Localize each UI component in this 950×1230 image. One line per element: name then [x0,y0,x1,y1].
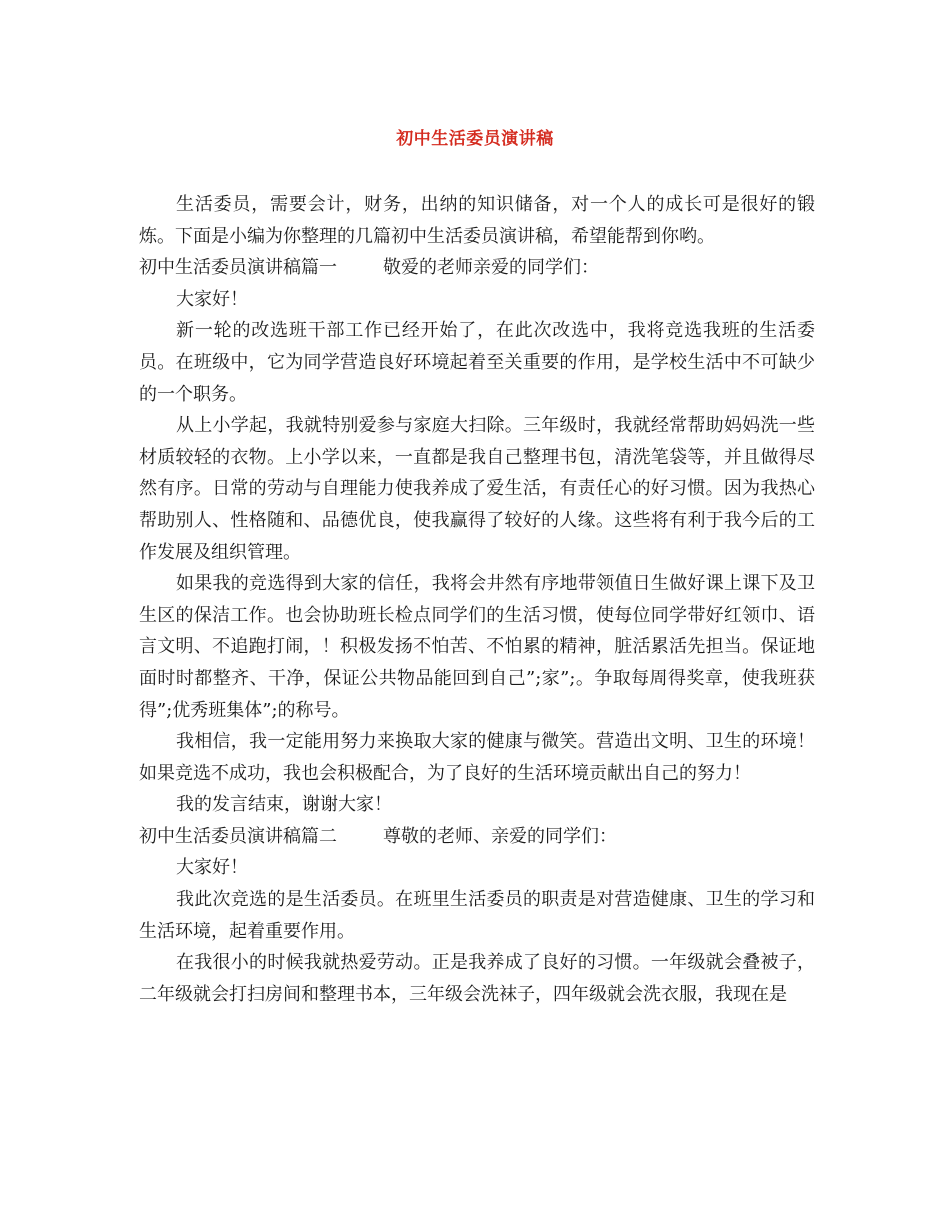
section-one-greeting: 大家好！ [176,288,248,310]
section-two-greeting: 大家好！ [176,857,248,879]
section-one-closing: 我的发言结束，谢谢大家！ [176,794,392,816]
section-one-paragraph-b: 从上小学起，我就特别爱参与家庭大扫除。三年级时，我就经常帮助妈妈洗一些材质较轻的衣物。上小学以来，一直都是我自己整理书包，清洗笔袋等，并且做得尽然有序。日常的劳动与自理能力使我养成了爱生活，有责任心的好习惯。因为我热心帮助别人、性格随和、品德优良，使我赢得了较好的人缘。这些将有利于我今后的工作发展及组织管理。 [139,415,815,563]
section-two-paragraph-a: 我此次竞选的是生活委员。在班里生活委员的职责是对营造健康、卫生的学习和生活环境，起着重要作用。 [139,889,815,942]
section-two-heading [139,821,815,853]
section-one-paragraph-a: 新一轮的改选班干部工作已经开始了，在此次改选中，我将竞选我班的生活委员。在班级中，它为同学营造良好环境起着至关重要的作用，是学校生活中不可缺少的一个职务。 [139,320,815,405]
section-one-salutation: 敬爱的老师亲爱的同学们： [383,257,599,279]
section-one-paragraph-c: 如果我的竞选得到大家的信任，我将会井然有序地带领值日生做好课上课下及卫生区的保洁工作。也会协助班长检点同学们的生活习惯，使每位同学带好红领巾、语言文明、不追跑打闹，！积极发扬不怕苦、不怕累的精神，脏活累活先担当。保证地面时时都整齐、干净，保证公共物品能回到自己”;家”;。争取每周得奖章，使我班获得”;优秀班集体”;的称号。 [139,573,815,721]
document-title: 初中生活委员演讲稿 [396,129,554,149]
document-body [139,189,815,1010]
section-one-label: 初中生活委员演讲稿篇一 [139,257,337,279]
section-two-label: 初中生活委员演讲稿篇二 [139,825,337,847]
section-two-salutation: 尊敬的老师、亲爱的同学们： [383,825,617,847]
section-two-paragraph-b: 在我很小的时候我就热爱劳动。正是我养成了良好的习惯。一年级就会叠被子，二年级就会打扫房间和整理书本，三年级会洗袜子，四年级就会洗衣服，我现在是 [139,952,815,1005]
intro-paragraph: 生活委员，需要会计，财务，出纳的知识储备，对一个人的成长可是很好的锻炼。下面是小编为你整理的几篇初中生活委员演讲稿，希望能帮到你哟。 [139,194,815,247]
section-one-heading [139,252,815,284]
section-one-paragraph-d: 我相信，我一定能用努力来换取大家的健康与微笑。营造出文明、卫生的环境！如果竞选不成功，我也会积极配合，为了良好的生活环境贡献出自己的努力！ [139,731,815,784]
